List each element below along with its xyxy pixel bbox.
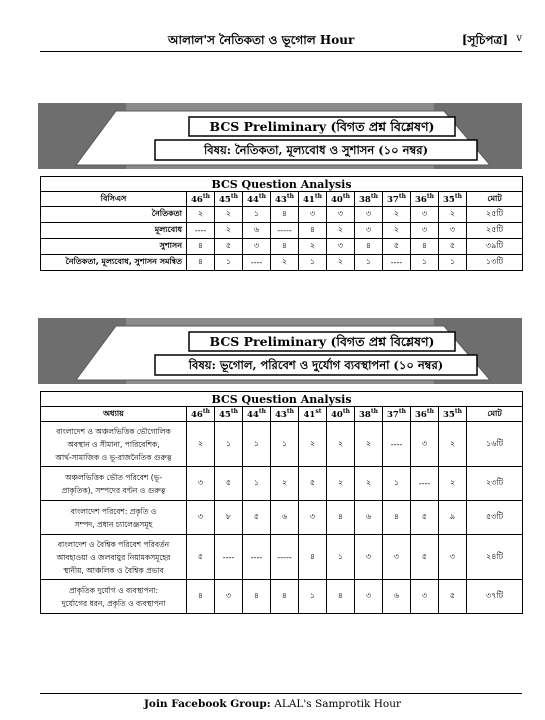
table-row xyxy=(41,535,523,580)
book-title: আলাল'স নৈতিকতা ও ভূগোল Hour xyxy=(168,33,355,47)
row-label: নৈতিকতা xyxy=(41,207,187,223)
year-header: 45th xyxy=(215,192,243,207)
year-header: 41th xyxy=(299,192,327,207)
count-cell: ৪ xyxy=(299,223,327,239)
table-caption: BCS Question Analysis xyxy=(41,392,523,407)
count-cell: ৪ xyxy=(243,580,271,614)
count-cell: ৩ xyxy=(411,207,439,223)
count-cell: ১ xyxy=(215,255,243,271)
count-cell: ৩ xyxy=(243,239,271,255)
total-cell: ৫৩টি xyxy=(467,501,523,535)
chapter-label-line: বাংলাদেশ ও বৈশ্বিক পরিবেশ পরিবর্তন xyxy=(57,539,170,549)
count-cell: ৪ xyxy=(383,501,411,535)
table-row xyxy=(41,467,523,501)
count-cell: ৩ xyxy=(439,535,467,580)
count-cell: ৩ xyxy=(299,207,327,223)
count-cell: ৫ xyxy=(439,239,467,255)
count-cell: ৬ xyxy=(271,501,299,535)
count-cell: ---- xyxy=(243,535,271,580)
chapter-label xyxy=(41,501,187,535)
count-cell: ৫ xyxy=(411,535,439,580)
row-label: নৈতিকতা, মূল্যবোধ, সুশাসন সমন্বিত xyxy=(41,255,187,271)
count-cell: ৩ xyxy=(299,501,327,535)
table-row xyxy=(41,580,523,614)
count-cell: ৫ xyxy=(187,535,215,580)
year-header: 44th xyxy=(243,407,271,422)
table-row xyxy=(41,223,523,239)
count-cell: ৫ xyxy=(215,467,243,501)
count-cell: ৪ xyxy=(411,239,439,255)
year-header: 35th xyxy=(439,192,467,207)
year-header: 45th xyxy=(215,407,243,422)
page-footer xyxy=(0,698,545,710)
chapter-label xyxy=(41,422,187,467)
count-cell: ----- xyxy=(271,223,299,239)
chapter-label-line: বাংলাদেশ পরিবেশ: প্রকৃতি ও xyxy=(70,506,157,516)
year-header: 36th xyxy=(411,407,439,422)
count-cell: ৩ xyxy=(355,580,383,614)
year-header: 37th xyxy=(383,407,411,422)
count-cell: ২ xyxy=(355,467,383,501)
banner-ethics-title: BCS Preliminary (বিগত প্রশ্ন বিশ্লেষণ) xyxy=(209,119,435,134)
total-cell: ২৩টি xyxy=(467,467,523,501)
count-cell: ২ xyxy=(439,467,467,501)
count-cell: ----- xyxy=(271,535,299,580)
table-row xyxy=(41,255,523,271)
chapter-label-line: অঞ্চলভিত্তিক ভৌত পরিবেশ (ভূ- xyxy=(65,472,162,482)
count-cell: ৪ xyxy=(355,239,383,255)
count-cell: ---- xyxy=(187,223,215,239)
page-number: v xyxy=(516,33,522,44)
count-cell: ৩ xyxy=(411,422,439,467)
count-cell: ৪ xyxy=(187,255,215,271)
count-cell: ৪ xyxy=(327,501,355,535)
count-cell: ২ xyxy=(327,223,355,239)
row-label: সুশাসন xyxy=(41,239,187,255)
count-cell: ২ xyxy=(383,223,411,239)
year-header: 40th xyxy=(327,192,355,207)
chapter-label-line: সম্পদ, প্রধান চ্যালেঞ্জসমূহ xyxy=(74,519,153,529)
count-cell: ১ xyxy=(299,255,327,271)
count-cell: ৯ xyxy=(439,501,467,535)
header-rule xyxy=(40,51,522,52)
count-cell: ৪ xyxy=(327,580,355,614)
banner-geography-subject: বিষয়: ভূগোল, পরিবেশ ও দুর্যোগ ব্যবস্থাপনা (১০ নম্বর) xyxy=(188,358,444,372)
year-header: 43th xyxy=(271,192,299,207)
count-cell: ১ xyxy=(271,422,299,467)
year-header: 43th xyxy=(271,407,299,422)
count-cell: ২ xyxy=(327,467,355,501)
count-cell: ---- xyxy=(383,255,411,271)
table-header-row xyxy=(41,407,523,422)
count-cell: ২ xyxy=(271,255,299,271)
count-cell: ১ xyxy=(299,580,327,614)
total-cell: ১৬টি xyxy=(467,422,523,467)
banner-geography-title: BCS Preliminary (বিগত প্রশ্ন বিশ্লেষণ) xyxy=(209,334,435,349)
count-cell: ৪ xyxy=(271,580,299,614)
banner-ethics-subject: বিষয়: নৈতিকতা, মূল্যবোধ ও সুশাসন (১০ নম্বর) xyxy=(203,143,429,157)
chapter-label-line: বাংলাদেশ ও অঞ্চলভিত্তিক ভৌগোলিক xyxy=(56,426,171,436)
total-cell: ৩৯টি xyxy=(467,239,523,255)
count-cell: ৩ xyxy=(411,223,439,239)
count-cell: ৩ xyxy=(355,207,383,223)
count-cell: ৩ xyxy=(187,501,215,535)
count-cell: ২ xyxy=(187,422,215,467)
year-header: 41st xyxy=(299,407,327,422)
count-cell: ৩ xyxy=(327,239,355,255)
year-header: 38th xyxy=(355,192,383,207)
total-cell: ২৫টি xyxy=(467,223,523,239)
footer-label: Join Facebook Group: xyxy=(143,698,271,710)
year-header: 38th xyxy=(355,407,383,422)
chapter-label xyxy=(41,580,187,614)
table-row xyxy=(41,207,523,223)
year-header: 40th xyxy=(327,407,355,422)
banner-geography xyxy=(38,318,522,384)
count-cell: ২ xyxy=(439,422,467,467)
count-cell: ---- xyxy=(215,535,243,580)
section-label: [সূচিপত্র] xyxy=(461,33,508,47)
year-header: 37th xyxy=(383,192,411,207)
total-cell: ২৫টি xyxy=(467,207,523,223)
count-cell: ৩ xyxy=(383,535,411,580)
page-header xyxy=(40,32,522,50)
count-cell: ৩ xyxy=(187,467,215,501)
count-cell: ২ xyxy=(327,255,355,271)
count-cell: ২ xyxy=(271,467,299,501)
count-cell: ২ xyxy=(299,422,327,467)
count-cell: ১ xyxy=(355,255,383,271)
count-cell: ৬ xyxy=(355,501,383,535)
count-cell: ৫ xyxy=(299,467,327,501)
count-cell: ৬ xyxy=(243,223,271,239)
count-cell: ১ xyxy=(243,207,271,223)
count-cell: ২ xyxy=(215,207,243,223)
total-cell: ৩৭টি xyxy=(467,580,523,614)
count-cell: ১ xyxy=(439,255,467,271)
year-header: 44th xyxy=(243,192,271,207)
count-cell: ৪ xyxy=(187,580,215,614)
count-cell: ১ xyxy=(215,422,243,467)
chapter-label-line: প্রাকৃতিক দুর্যোগ ও ব্যবস্থাপনা: xyxy=(68,585,158,595)
count-cell: ৩ xyxy=(215,580,243,614)
count-cell: ৫ xyxy=(439,580,467,614)
year-header: 36th xyxy=(411,192,439,207)
count-cell: ৫ xyxy=(243,501,271,535)
column-header: অধ্যায় xyxy=(41,407,187,422)
count-cell: ২ xyxy=(215,223,243,239)
count-cell: ১ xyxy=(243,422,271,467)
chapter-label-line: প্রাকৃতিক), সম্পদের বণ্টন ও গুরুত্ব xyxy=(61,485,166,495)
count-cell: ৪ xyxy=(271,239,299,255)
table-row xyxy=(41,501,523,535)
count-cell: ৫ xyxy=(411,501,439,535)
year-header: 35th xyxy=(439,407,467,422)
count-cell: ৩ xyxy=(411,580,439,614)
chapter-label-line: স্থানীয়, আঞ্চলিক ও বৈশ্বিক প্রভাব xyxy=(63,565,164,575)
count-cell: ৫ xyxy=(383,239,411,255)
count-cell: ৪ xyxy=(271,207,299,223)
column-header: বিসিএস xyxy=(41,192,187,207)
count-cell: ৩ xyxy=(355,223,383,239)
count-cell: ২ xyxy=(187,207,215,223)
count-cell: ২ xyxy=(299,239,327,255)
table-header-row xyxy=(41,192,523,207)
table-caption: BCS Question Analysis xyxy=(41,177,523,192)
banner-ethics xyxy=(38,103,522,169)
total-cell: ১৩টি xyxy=(467,255,523,271)
count-cell: ৪ xyxy=(299,535,327,580)
footer-group-name: ALAL's Samprotik Hour xyxy=(274,698,402,710)
count-cell: ---- xyxy=(243,255,271,271)
count-cell: ---- xyxy=(383,422,411,467)
count-cell: ২ xyxy=(355,422,383,467)
ethics-analysis-table xyxy=(40,176,523,271)
chapter-label xyxy=(41,467,187,501)
count-cell: ২ xyxy=(383,207,411,223)
count-cell: ১ xyxy=(243,467,271,501)
chapter-label-line: দুর্যোগের ধরন, প্রকৃতি ও ব্যবস্থাপনা xyxy=(61,598,166,608)
geography-analysis-table xyxy=(40,391,523,614)
count-cell: ৪ xyxy=(187,239,215,255)
chapter-label-line: অবস্থান ও সীমানা, পারিবেশিক, xyxy=(67,439,160,449)
table-row xyxy=(41,239,523,255)
chapter-label-line: আবহাওয়া ও জলবায়ুর নিয়ামকসমূহের xyxy=(56,552,171,562)
count-cell: ১ xyxy=(327,535,355,580)
year-header: 46th xyxy=(187,407,215,422)
chapter-label-line: আর্থ-সামাজিক ও ভূ-রাজনৈতিক গুরুত্ব xyxy=(55,452,172,462)
count-cell: ৩ xyxy=(355,535,383,580)
count-cell: ১ xyxy=(411,255,439,271)
count-cell: ১ xyxy=(383,467,411,501)
total-cell: ২৪টি xyxy=(467,535,523,580)
count-cell: ৩ xyxy=(439,223,467,239)
year-header: 46th xyxy=(187,192,215,207)
total-header: মোট xyxy=(467,192,523,207)
count-cell: ৮ xyxy=(215,501,243,535)
count-cell: ২ xyxy=(439,207,467,223)
chapter-label xyxy=(41,535,187,580)
count-cell: ৬ xyxy=(383,580,411,614)
count-cell: ৩ xyxy=(327,207,355,223)
count-cell: ---- xyxy=(411,467,439,501)
footer-rule xyxy=(40,693,522,694)
row-label: মূল্যবোধ xyxy=(41,223,187,239)
table-row xyxy=(41,422,523,467)
count-cell: ২ xyxy=(327,422,355,467)
count-cell: ৫ xyxy=(215,239,243,255)
total-header: মোট xyxy=(467,407,523,422)
